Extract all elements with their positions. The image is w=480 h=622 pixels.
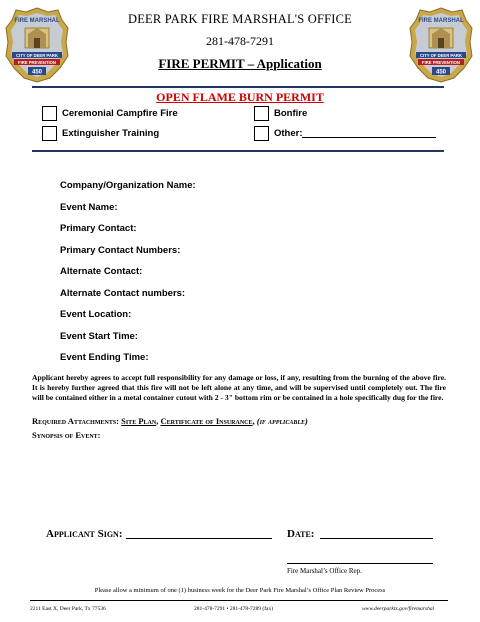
- field-primary-contact: Primary Contact:: [60, 223, 137, 234]
- office-name: DEER PARK FIRE MARSHAL'S OFFICE: [127, 12, 352, 26]
- badge-city-text: CITY OF DEER PARK: [420, 53, 462, 58]
- field-event-name: Event Name:: [60, 202, 118, 213]
- field-event-start-time: Event Start Time:: [60, 331, 138, 342]
- checkbox-label: Bonfire: [274, 108, 308, 119]
- checkbox-label: Other:: [274, 128, 303, 139]
- header-divider: [32, 86, 444, 88]
- checkbox-other[interactable]: [254, 126, 269, 141]
- attachments-separator: ,: [252, 416, 255, 426]
- badge-top-text: FIRE MARSHAL: [418, 18, 464, 24]
- badge-number: 450: [31, 69, 43, 76]
- applicant-sign-line[interactable]: [126, 538, 272, 539]
- required-attachments: [32, 416, 308, 426]
- footer-address: 2211 East X, Deer Park, Tx 77536: [30, 606, 106, 612]
- checkbox-bonfire[interactable]: [254, 106, 269, 121]
- footer-website: www.deerparktx.gov/firemarshal: [362, 606, 435, 612]
- synopsis-label: Synopsis of Event:: [32, 430, 101, 440]
- review-notice: Please allow a minimum of one (1) business week for the Deer Park Fire Marshal’s Office Plan Review Process: [94, 587, 386, 594]
- required-attachments-label: Required Attachments:: [32, 416, 119, 426]
- field-alternate-contact: Alternate Contact:: [60, 266, 143, 277]
- certificate-of-insurance-link: Certificate of Insurance: [160, 416, 253, 426]
- agreement-paragraph: Applicant hereby agrees to accept full responsibility for any damage or loss, if any, resulting from the burning of the above fire. It is hereby further agreed that this fire will not be left alone at any time, and will be supervised until completely out. The fire will be contained either in a metal container cutout with 2 - 3" bottom rim or be contained in a hole specifically dug for the fire.: [32, 373, 446, 402]
- badge-top-text: FIRE MARSHAL: [14, 18, 60, 24]
- field-event-location: Event Location:: [60, 309, 132, 320]
- fire-marshal-rep-line[interactable]: [287, 563, 433, 564]
- badge-bottom-text: FIRE PREVENTION: [18, 60, 56, 65]
- checkbox-label: Extinguisher Training: [62, 128, 160, 139]
- attachments-separator: ,: [156, 416, 159, 426]
- checkbox-label: Ceremonial Campfire Fire: [62, 108, 178, 119]
- badge-number: 450: [435, 69, 447, 76]
- fire-marshal-rep-label: Fire Marshal’s Office Rep.: [287, 567, 362, 575]
- section-divider: [32, 150, 444, 152]
- office-phone: 281-478-7291: [206, 34, 274, 48]
- footer-divider: [30, 600, 448, 601]
- badge-city-text: CITY OF DEER PARK: [16, 53, 58, 58]
- date-line[interactable]: [320, 538, 433, 539]
- applicant-sign-label: Applicant Sign:: [46, 528, 123, 540]
- date-label: Date:: [287, 528, 315, 540]
- footer-phones: 281-478-7291 • 281-478-7289 (fax): [194, 606, 274, 612]
- permit-type-heading: OPEN FLAME BURN PERMIT: [156, 90, 324, 104]
- other-input-line[interactable]: [302, 137, 436, 138]
- checkbox-extinguisher-training[interactable]: [42, 126, 57, 141]
- field-company-name: Company/Organization Name:: [60, 180, 196, 191]
- field-alternate-contact-numbers: Alternate Contact numbers:: [60, 288, 186, 299]
- checkbox-ceremonial-campfire[interactable]: [42, 106, 57, 121]
- form-title: FIRE PERMIT – Application: [158, 56, 322, 71]
- badge-bottom-text: FIRE PREVENTION: [422, 60, 460, 65]
- if-applicable-note: (if applicable): [256, 416, 308, 426]
- field-event-ending-time: Event Ending Time:: [60, 352, 149, 363]
- field-primary-contact-numbers: Primary Contact Numbers:: [60, 245, 181, 256]
- site-plan-link: Site Plan: [121, 416, 157, 426]
